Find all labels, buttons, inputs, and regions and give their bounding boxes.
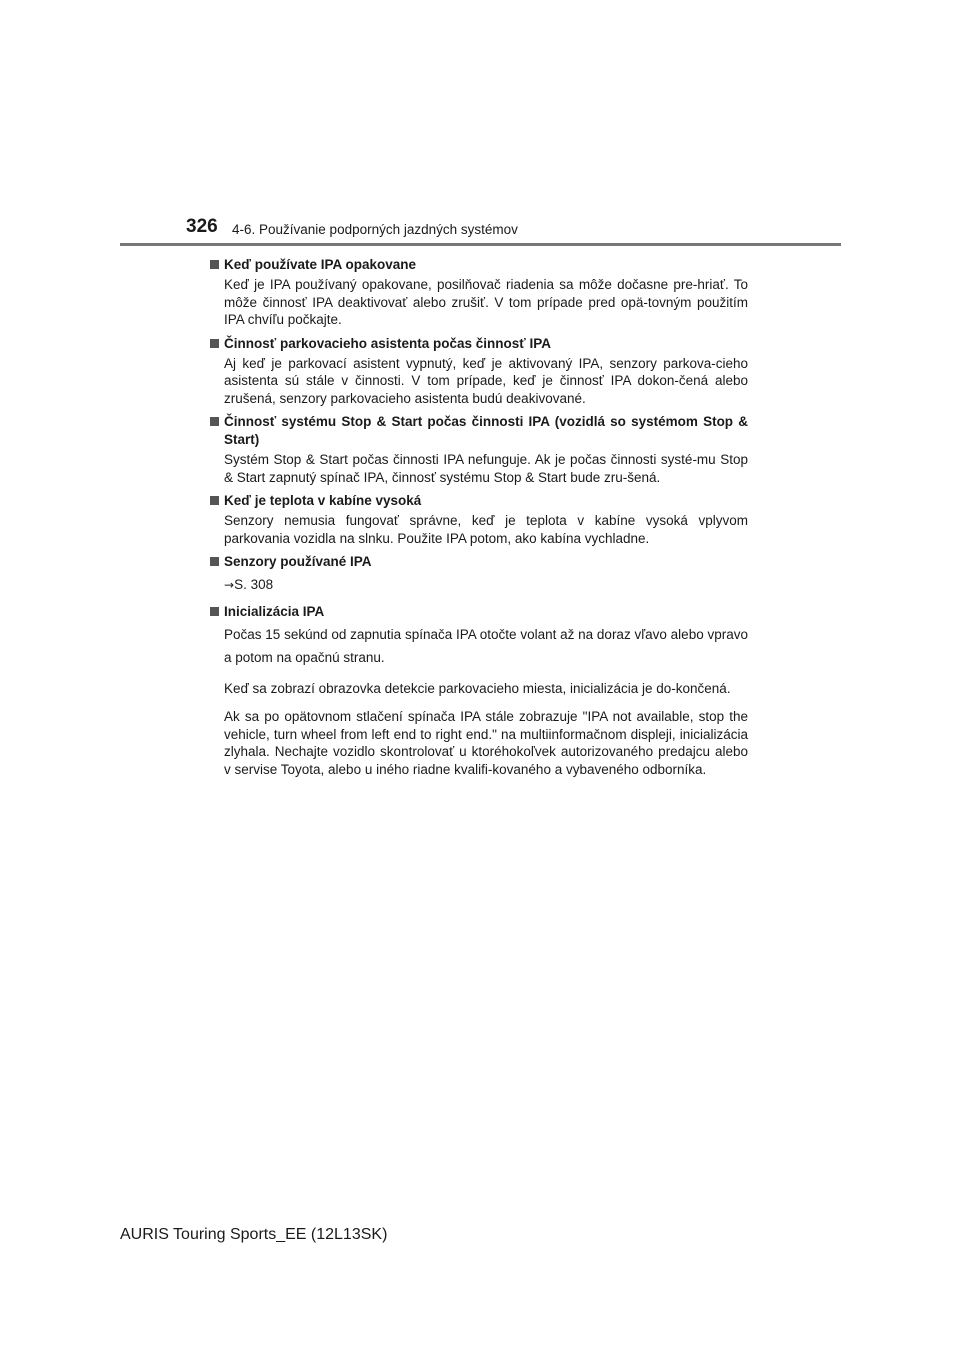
square-bullet-icon xyxy=(210,607,219,616)
section-heading: Inicializácia IPA xyxy=(224,604,325,619)
section-paragraph: Senzory nemusia fungovať správne, keď je teplota v kabíne vysoká vplyvom parkovania vozidla na slnku. Použite IPA potom, ako kabína vychladne. xyxy=(224,513,748,546)
section-heading: Keď používate IPA opakovane xyxy=(224,257,416,272)
section-heading: Senzory používané IPA xyxy=(224,554,372,569)
page-reference-text: S. 308 xyxy=(234,577,274,592)
section-paragraph: Systém Stop & Start počas činnosti IPA nefunguje. Ak je počas činnosti systé-mu Stop & Start zapnutý spínač IPA, činnosť systému Stop & Start bude zru-šená. xyxy=(224,452,748,485)
footer-model-code: AURIS Touring Sports_EE (12L13SK) xyxy=(120,1226,388,1243)
section-paragraph: Keď je IPA používaný opakovane, posilňovač riadenia sa môže dočasne pre-hriať. To môže činnosť IPA deaktivovať alebo zrušiť. V tom prípade pred opä-tovným použitím IPA chvíľu počkajte. xyxy=(224,277,748,327)
section-sensors xyxy=(210,553,748,597)
section-parking-assist xyxy=(210,335,748,408)
section-cabin-temperature xyxy=(210,492,748,547)
square-bullet-icon xyxy=(210,496,219,505)
arrow-right-icon: → xyxy=(224,578,235,592)
section-heading: Činnosť systému Stop & Start počas činnosti IPA (vozidlá so systémom Stop & Start) xyxy=(224,414,748,447)
page-number: 326 xyxy=(186,216,218,237)
section-stop-start xyxy=(210,413,748,486)
square-bullet-icon xyxy=(210,417,219,426)
section-paragraph: Počas 15 sekúnd od zapnutia spínača IPA otočte volant až na doraz vľavo alebo vpravo a potom na opačnú stranu. xyxy=(224,627,748,665)
section-initialization xyxy=(210,603,748,778)
section-paragraph: Keď sa zobrazí obrazovka detekcie parkovacieho miesta, inicializácia je do-končená. xyxy=(224,681,731,696)
header-divider xyxy=(120,243,841,246)
page-content xyxy=(210,256,748,784)
section-heading: Keď je teplota v kabíne vysoká xyxy=(224,493,422,508)
square-bullet-icon xyxy=(210,260,219,269)
section-repeated-use xyxy=(210,256,748,329)
chapter-title: 4-6. Používanie podporných jazdných systémov xyxy=(232,222,518,237)
section-heading: Činnosť parkovacieho asistenta počas činnosť IPA xyxy=(224,335,552,351)
page-reference[interactable] xyxy=(224,573,748,597)
square-bullet-icon xyxy=(210,339,219,348)
section-paragraph: Ak sa po opätovnom stlačení spínača IPA stále zobrazuje "IPA not available, stop the vehicle, turn wheel from left end to right end." na multiinformačnom displeji, inicializácia zlyhala. Nechajte vozidlo skontrolovať u ktoréhokoľvek autorizovaného predajcu alebo v servise Toyota, alebo u iného riadne kvalifi-kovaného a vybaveného odborníka. xyxy=(224,709,748,777)
section-paragraph: Aj keď je parkovací asistent vypnutý, keď je aktivovaný IPA, senzory parkova-cieho asistenta sú stále v činnosti. V tom prípade, keď je činnosť IPA dokon-čená alebo zrušená, senzory parkovacieho asistenta budú deakivované. xyxy=(224,355,748,406)
square-bullet-icon xyxy=(210,557,219,566)
